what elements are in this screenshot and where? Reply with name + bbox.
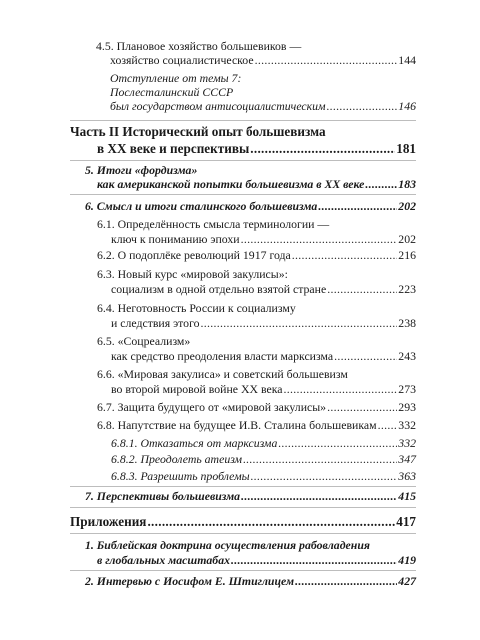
toc-entry-6-3-line2	[111, 282, 416, 296]
page-number: 419	[398, 553, 416, 567]
page-number: 238	[398, 316, 416, 330]
dot-leader	[318, 199, 397, 213]
toc-part-2-line1	[70, 124, 416, 140]
page-number: 243	[398, 349, 416, 363]
toc-entry-4-5-line1	[96, 39, 416, 53]
toc-entry-6-8-3	[111, 469, 416, 483]
toc-part-2-line2	[97, 141, 416, 157]
page-number: 273	[398, 382, 416, 396]
dot-leader	[243, 452, 397, 466]
entry-title: ключ к пониманию эпохи	[111, 232, 240, 246]
page-number: 183	[398, 177, 416, 191]
toc-entry-6-1-line1	[97, 217, 416, 231]
entry-title: 6.4. Неготовность России к социализму	[97, 301, 296, 315]
dot-leader	[255, 53, 398, 67]
toc-entry-6-6-line2	[111, 382, 416, 396]
dot-leader	[250, 141, 395, 157]
part-title: в XX веке и перспективы	[97, 141, 250, 156]
entry-title: Отступление от темы 7:	[110, 71, 242, 85]
chapter-title: 7. Перспективы большевизма	[85, 489, 241, 503]
toc-entry-4-5-line2	[110, 53, 416, 67]
toc-appendix-1-line1	[85, 538, 416, 552]
toc-digression-line2	[110, 85, 416, 99]
section-divider	[70, 507, 416, 508]
toc-entry-6-1-line2	[111, 232, 416, 246]
entry-title: 6.8.3. Разрешить проблемы	[111, 469, 250, 483]
appendix-title: 1. Библейская доктрина осуществления рабовладения	[85, 538, 370, 552]
dot-leader	[295, 574, 397, 588]
dot-leader	[251, 469, 398, 483]
toc-appendix-1-line2	[97, 553, 416, 567]
dot-leader	[327, 99, 398, 113]
toc-digression-line1	[110, 71, 416, 85]
toc-appendices	[70, 514, 416, 530]
dot-leader	[365, 177, 397, 191]
toc-entry-6-5-line2	[111, 349, 416, 363]
section-divider	[70, 570, 416, 571]
dot-leader	[241, 232, 398, 246]
page-number: 202	[398, 232, 416, 246]
entry-title: 6.5. «Соцреализм»	[97, 334, 191, 348]
toc-appendix-2	[85, 574, 416, 588]
dot-leader	[334, 349, 397, 363]
section-divider	[70, 120, 416, 121]
toc-entry-6-2	[97, 248, 416, 262]
page-number: 427	[398, 574, 416, 588]
entry-title: был государством антисоциалистическим	[110, 99, 326, 113]
toc-chapter-7	[85, 489, 416, 503]
dot-leader	[378, 418, 398, 432]
entry-title: 6.8.2. Преодолеть атеизм	[111, 452, 243, 466]
page-number: 363	[398, 469, 416, 483]
toc-entry-6-4-line2	[111, 316, 416, 330]
chapter-title: как американской попытки большевизма в XX веке	[97, 177, 365, 191]
entry-title: 6.6. «Мировая закулиса» и советский большевизм	[97, 367, 348, 381]
toc-digression-line3	[110, 99, 416, 113]
page-number: 347	[398, 452, 416, 466]
dot-leader	[327, 282, 397, 296]
page-number: 223	[398, 282, 416, 296]
entry-title: 6.3. Новый курс «мировой закулисы»:	[97, 267, 288, 281]
part-title: Часть II Исторический опыт большевизма	[70, 124, 326, 139]
dot-leader	[147, 514, 395, 530]
entry-title: 4.5. Плановое хозяйство большевиков —	[96, 39, 302, 53]
section-divider	[70, 194, 416, 195]
page-number: 293	[398, 400, 416, 414]
chapter-title: 6. Смысл и итоги сталинского большевизма	[85, 199, 318, 213]
toc-chapter-5-line2	[97, 177, 416, 191]
toc-entry-6-4-line1	[97, 301, 416, 315]
dot-leader	[201, 316, 398, 330]
dot-leader	[284, 382, 398, 396]
appendix-title: 2. Интервью с Иосифом Е. Штиглицем	[85, 574, 295, 588]
toc-entry-6-5-line1	[97, 334, 416, 348]
entry-title: социализм в одной отдельно взятой стране	[111, 282, 327, 296]
toc-chapter-5-line1	[85, 163, 416, 177]
toc-entry-6-6-line1	[97, 367, 416, 381]
page-number: 332	[398, 436, 416, 450]
entry-title: 6.1. Определённость смысла терминологии —	[97, 217, 330, 231]
entry-title: и следствия этого	[111, 316, 200, 330]
section-divider	[70, 486, 416, 487]
toc-chapter-6	[85, 199, 416, 213]
page-number: 202	[398, 199, 416, 213]
entry-title: Послесталинский СССР	[110, 85, 234, 99]
entry-title: хозяйство социалистическое	[110, 53, 254, 67]
page-number: 146	[398, 99, 416, 113]
dot-leader	[327, 400, 397, 414]
page-number: 417	[396, 514, 416, 529]
page-number: 332	[398, 418, 416, 432]
page-number: 144	[398, 53, 416, 67]
dot-leader	[292, 248, 398, 262]
part-title: Приложения	[70, 514, 147, 529]
dot-leader	[231, 553, 397, 567]
dot-leader	[241, 489, 397, 503]
toc-entry-6-3-line1	[97, 267, 416, 281]
entry-title: во второй мировой войне XX века	[111, 382, 283, 396]
toc-entry-6-8-2	[111, 452, 416, 466]
appendix-title: в глобальных масштабах	[97, 553, 230, 567]
toc-entry-6-8	[97, 418, 416, 432]
entry-title: 6.8. Напутствие на будущее И.В. Сталина большевикам	[97, 418, 377, 432]
section-divider	[70, 160, 416, 161]
page-number: 415	[398, 489, 416, 503]
entry-title: 6.8.1. Отказаться от марксизма	[111, 436, 278, 450]
entry-title: 6.7. Защита будущего от «мировой закулисы»	[97, 400, 327, 414]
section-divider	[70, 533, 416, 534]
dot-leader	[278, 436, 397, 450]
page-number: 181	[396, 141, 416, 156]
entry-title: как средство преодоления власти марксизма	[111, 349, 334, 363]
toc-entry-6-8-1	[111, 436, 416, 450]
page-number: 216	[398, 248, 416, 262]
toc-entry-6-7	[97, 400, 416, 414]
chapter-title: 5. Итоги «фордизма»	[85, 163, 198, 177]
entry-title: 6.2. О подоплёке революций 1917 года	[97, 248, 291, 262]
